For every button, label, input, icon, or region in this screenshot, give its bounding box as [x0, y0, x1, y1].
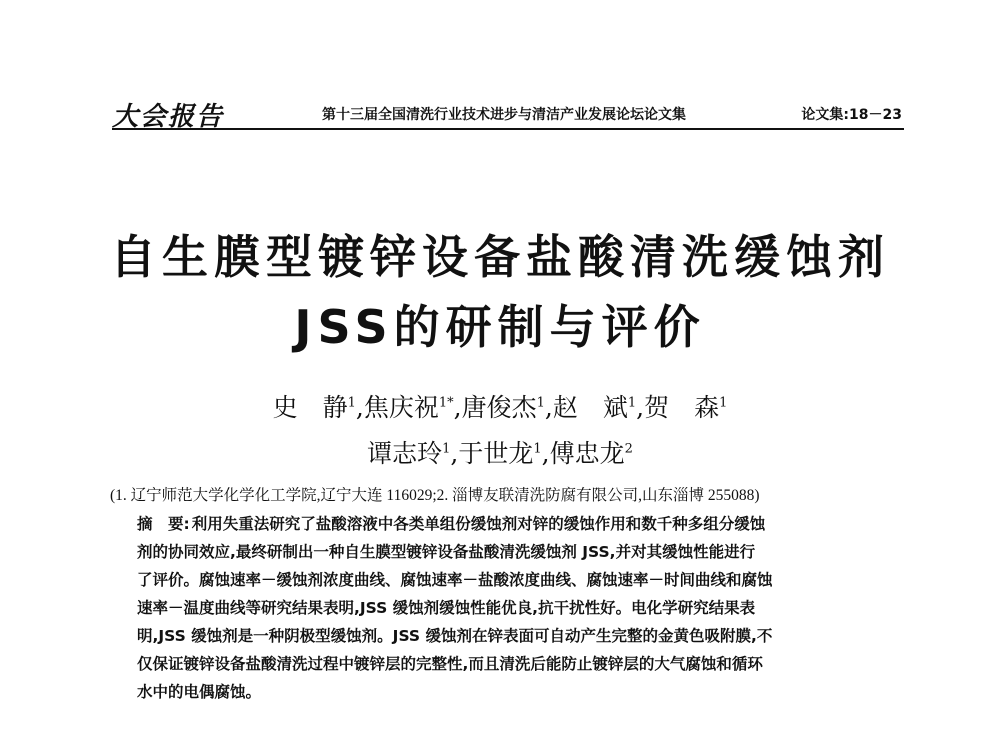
- author: 史 静$^1$: [272, 393, 356, 422]
- abstract-line: 剂的协同效应,最终研制出一种自生膜型镀锌设备盐酸清洗缓蚀剂 JSS,并对其缓蚀性能进行: [137, 543, 756, 561]
- abstract-line: 摘 要: 利用失重法研究了盐酸溶液中各类单组份缓蚀剂对锌的缓蚀作用和数千种多组分缓蚀: [137, 515, 766, 533]
- abstract-line: 水中的电偶腐蚀。: [137, 683, 262, 701]
- header-rule: [112, 128, 904, 130]
- abstract-line: 速率－温度曲线等研究结果表明,JSS 缓蚀剂缓蚀性能优良,抗干扰性好。电化学研究结果表: [137, 599, 756, 617]
- paper-title: [90, 222, 910, 362]
- page-range: 论文集:18－23: [801, 107, 902, 123]
- affiliations: (1. 辽宁师范大学化学化工学院,辽宁大连 116029;2. 淄博友联清洗防腐有限公司,山东淄博 255088): [110, 487, 760, 504]
- authors-line-1: 史 静$^1$,焦庆祝$^{1*}$,唐俊杰$^1$,赵 斌$^1$,贺 森$^1$: [272, 393, 728, 422]
- author: 傅忠龙$^2$: [549, 439, 633, 468]
- author: 贺 森$^1$: [644, 393, 728, 422]
- authors-line-2: 谭志玲$^1$,于世龙$^1$,傅忠龙$^2$: [367, 439, 633, 468]
- author: 焦庆祝$^{1*}$: [363, 393, 454, 422]
- running-header: [112, 96, 902, 130]
- abstract-line: 了评价。腐蚀速率－缓蚀剂浓度曲线、腐蚀速率－盐酸浓度曲线、腐蚀速率－时间曲线和腐蚀: [137, 571, 773, 589]
- section-label: 大会报告: [112, 102, 225, 132]
- abstract-line: 仅保证镀锌设备盐酸清洗过程中镀锌层的完整性,而且清洗后能防止镀锌层的大气腐蚀和循环: [137, 655, 763, 673]
- abstract-label: 摘 要:: [137, 515, 190, 533]
- title-line-1: 自生膜型镀锌设备盐酸清洗缓蚀剂: [110, 230, 890, 284]
- abstract-line: 明,JSS 缓蚀剂是一种阴极型缓蚀剂。JSS 缓蚀剂在锌表面可自动产生完整的金黄色吸附膜,不: [137, 627, 773, 645]
- author: 赵 斌$^1$: [552, 393, 637, 422]
- proceedings-title: 第十三届全国清洗行业技术进步与清洁产业发展论坛论文集: [322, 107, 686, 123]
- author: 于世龙$^1$: [458, 439, 542, 468]
- author: 谭志玲$^1$: [367, 439, 451, 468]
- abstract: [137, 510, 877, 706]
- author: 唐俊杰$^1$: [461, 393, 545, 422]
- title-line-2: JSS的研制与评价: [294, 300, 706, 354]
